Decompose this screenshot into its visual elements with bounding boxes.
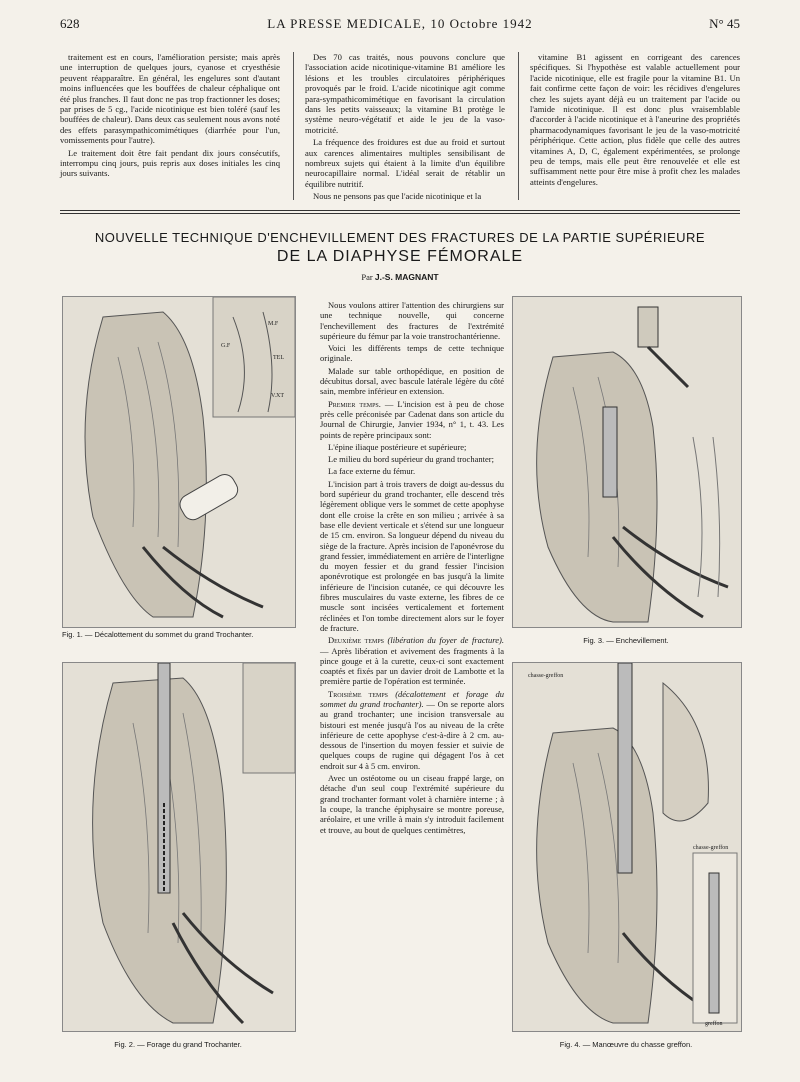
section-rule: [60, 213, 740, 214]
figure-label: greffon: [705, 1021, 723, 1027]
journal-name: LA PRESSE MEDICALE,: [267, 16, 427, 31]
figure-4-illustration: [512, 662, 742, 1032]
anatomy-label: TEL: [273, 355, 284, 361]
figure-label: chasse-greffon: [528, 673, 564, 679]
paragraph: Voici les différents temps de cette technique originale.: [320, 343, 504, 364]
paragraph: Avec un ostéotome ou un ciseau frappé large, on détache d'un seul coup l'extrémité supérieure du grand trochanter formant volet à charnière interne ; à la coupe, la tranche épiphysaire se montre poreuse, aréolaire, et une vrille à main s'y introduit facilement et trouve, au bout de quelques centimètres,: [320, 773, 504, 835]
anatomy-label: V.XT: [271, 393, 285, 399]
author-name: J.-S. MAGNANT: [374, 272, 439, 282]
paragraph: La fréquence des froidures est due au froid et surtout aux carences alimentaires multiples sensibilisant de nombreux sujets qui étaient à la limite d'un équilibre neurocapillaire normal. L'idéal serait de rétablir un équilibre nutritif.: [305, 137, 505, 189]
paragraph: [320, 689, 504, 771]
paragraph: Malade sur table orthopédique, en position de décubitus dorsal, avec bascule latérale légère du côté sain, membre inférieur en extension.: [320, 365, 504, 397]
running-header: [60, 16, 740, 38]
paragraph: Nous ne pensons pas que l'acide nicotinique et la: [313, 191, 482, 202]
step-label: Troisième temps: [328, 688, 389, 699]
list-item: La face externe du fémur.: [328, 466, 416, 477]
issue-number: N° 45: [709, 16, 740, 31]
figure-3-caption: Fig. 3. — Enchevillement.: [583, 636, 669, 645]
list-item: Le milieu du bord supérieur du grand trochanter;: [328, 454, 494, 465]
step-text: — On se reporte alors au grand trochanter; une incision transversale au bistouri est menée jusqu'à l'os au niveau de la crête inférieure de cette apophyse c'est-à-dire à 2 cm. au-dessous de l'insertion du moyen fessier et suivie de quelques coups de rugine qui dégagent l'os à cet endroit sur 4 à 5 cm. environ.: [320, 698, 504, 771]
step-text: — Après libération et avivement des fragments à la pince gouge et à la curette, ceux-ci sont exactement coaptés et fixés par un davier droit de Lambotte et la première partie de l'opération est terminée.: [320, 645, 504, 687]
article-body: [320, 300, 504, 837]
issue-date: 10 Octobre 1942: [430, 16, 533, 31]
figure-2-caption: Fig. 2. — Forage du grand Trochanter.: [114, 1040, 242, 1049]
list-item: L'épine iliaque postérieure et supérieure;: [328, 441, 467, 452]
journal-title: [60, 16, 740, 32]
paragraph: Le traitement doit être fait pendant dix jours consécutifs, interrompu cinq jours, puis repris aux doses initiales les cinq jours suivants.: [60, 147, 280, 179]
article-author: [60, 272, 740, 282]
figure-1-caption: Fig. 1. — Décalottement du sommet du grand Trochanter.: [62, 630, 254, 639]
paragraph: L'incision part à trois travers de doigt au-dessus du bord supérieur du grand trochanter, elle descend très légèrement oblique vers le sommet de cette apophyse dont elle croise la crête en son milieu ; arrivée à sa base elle devient verticale et s'étend sur une longueur de 15 cm. environ. Sa longueur dépend du niveau du siège de la fracture. Après incision de l'aponévrose du grand fessier, immédiatement en arrière de l'interligne du moyen fessier et du grand fessier l'incision aponévrotique est prolongée en bas jusqu'à la limite inférieure de l'incision cutanée, ce qui découvre les fibres musculaires du vaste externe, les fibres de ce muscle sont incisées verticalement et fortement réclinées et l'on tombe directement alors sur le foyer de fracture.: [320, 478, 504, 633]
paragraph: [320, 635, 504, 686]
figure-1-illustration: [62, 296, 296, 628]
column-divider: [293, 52, 294, 200]
paragraph: traitement est en cours, l'amélioration persiste; mais après une interruption de quelques jours, cyanose et cryesthésie peuvent réapparaître. En général, les engelures sont d'autant moins influencées que les bouffées de chaleur céphalique ont été plus franches. Il faut donc ne pas trop fractionner les doses; par prises de 5 cg., l'acide nicotinique est bien toléré (sauf les bouffées de chaleur). Dans deux cas seulement nous avons noté des effets parasympathicomimétiques (diarrhée pour l'un, vomissements pour l'autre).: [60, 52, 280, 146]
author-prefix: Par: [361, 272, 373, 282]
step-label: Deuxième temps: [328, 635, 384, 646]
step-label: Premier temps.: [328, 398, 381, 409]
figure-2-illustration: [62, 662, 296, 1032]
paragraph: [320, 399, 504, 440]
figure-3-illustration: [512, 296, 742, 628]
article-title-line-1: NOUVELLE TECHNIQUE D'ENCHEVILLEMENT DES FRACTURES DE LA PARTIE SUPÉRIEURE: [94, 230, 706, 245]
page-number: 628: [60, 16, 80, 31]
column-divider: [518, 52, 519, 200]
figure-label: chasse-greffon: [693, 845, 729, 851]
anatomy-label: M.F: [268, 321, 279, 327]
step-subtitle: (décalottement et forage du sommet du grand trochanter).: [320, 688, 504, 709]
paragraph: Nous voulons attirer l'attention des chirurgiens sur une technique nouvelle, qui concerne l'enchevillement des fractures de l'extrémité supérieure du fémur par la voie transtrochantérienne.: [320, 300, 504, 341]
top-column-3: [530, 52, 740, 189]
paragraph: vitamine B1 agissent en corrigeant des carences spécifiques. Si l'hypothèse est valable actuellement pour l'acide nicotinique, elle est fragile pour la vitamine B1. Un fait confirme cette façon de voir: les récidives d'engelures chez les sujets ayant déjà eu un traitement par l'acide ou l'amide nicotinique. Il est donc plus vraisemblable d'accorder à l'acide nicotinique et à l'aneurine des propriétés pharmacodynamiques favorisant le jeu de la vaso-motricité périphérique. Cette action, plus fidèle que celle des autres vitamines A, D, C, également expérimentées, se prolonge peu de temps, mais elle peut être renouvelée et elle est suffisamment nette pour être mise à profit chez les malades atteints d'engelures.: [530, 52, 740, 187]
top-column-1: [60, 52, 280, 181]
anatomy-label: G.F: [221, 343, 231, 349]
step-subtitle: (libération du foyer de fracture).: [387, 635, 504, 646]
article-title-line-2: DE LA DIAPHYSE FÉMORALE: [276, 248, 524, 265]
section-rule: [60, 210, 740, 211]
paragraph: Des 70 cas traités, nous pouvons conclure que l'association acide nicotinique-vitamine B1 améliore les lésions et les troubles circulatoires périphériques provoqués par le froid. L'acide nicotinique agit comme para-sympathicomimétique en favorisant la circulation dans les petits vaisseaux; la vitamine B1 protège le système neuro-végétatif et aide le jeu de la vaso-motricité.: [305, 52, 505, 135]
top-column-2: [305, 52, 505, 204]
figure-4-caption: Fig. 4. — Manœuvre du chasse greffon.: [559, 1040, 693, 1049]
step-text: — L'incision est à peu de chose près celle préconisée par Cadenat dans son article du Journal de Chirurgie, Janvier 1934, n° 1, t. 43. Les points de repère principaux sont:: [320, 398, 504, 440]
